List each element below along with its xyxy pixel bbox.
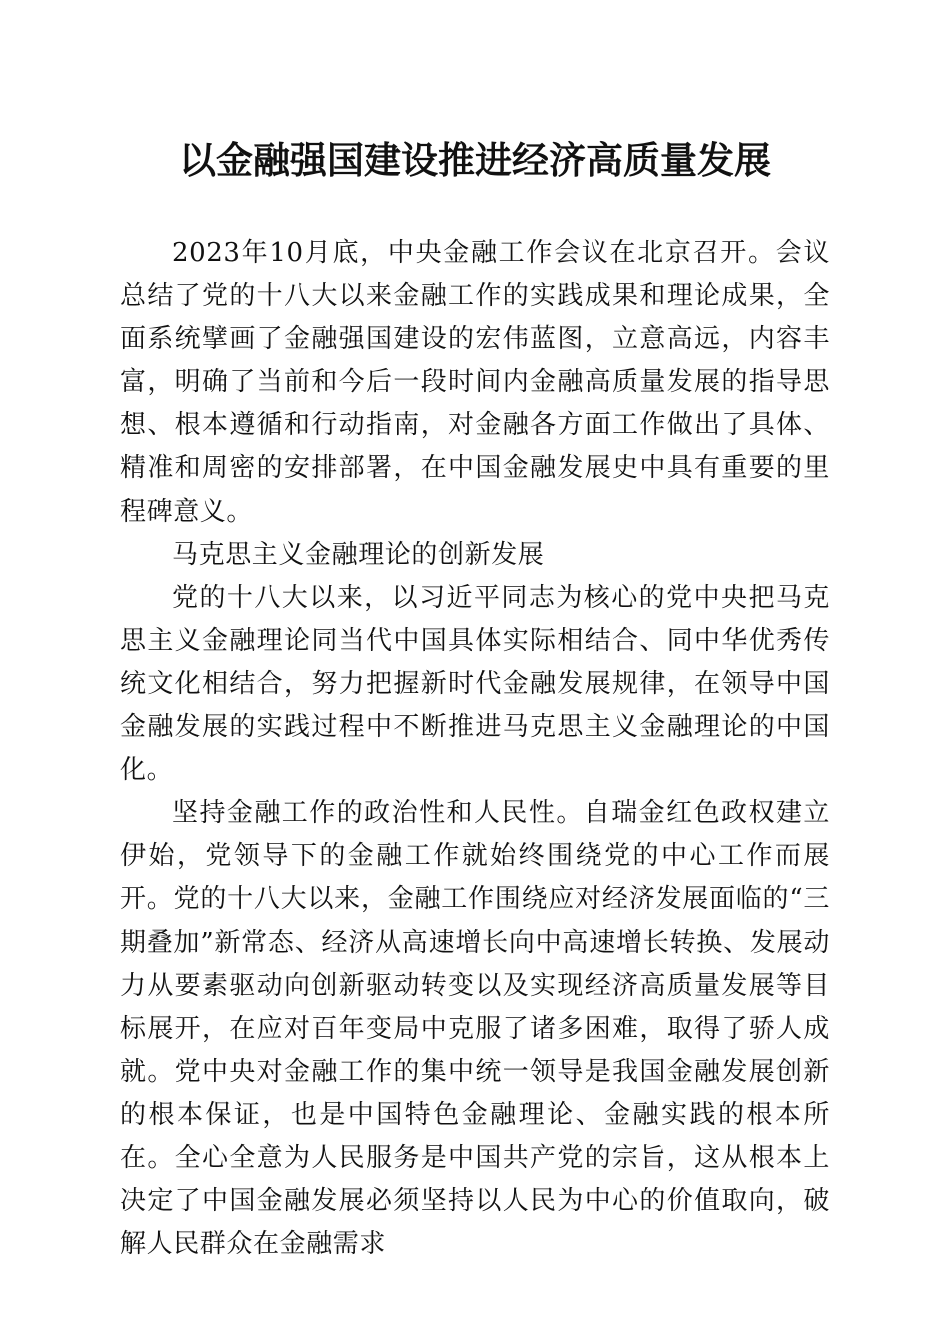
section-heading: 马克思主义金融理论的创新发展	[172, 539, 545, 570]
paragraph-intro: 2023年10月底，中央金融工作会议在北京召开。会议总结了党的十八大以来金融工作的实践成果和理论成果，全面系统擘画了金融强国建设的宏伟蓝图，立意高远，内容丰富，明确了当前和今后一段时间内金融高质量发展的指导思想、根本遵循和行动指南，对金融各方面工作做出了具体、精准和周密的安排部署，在中国金融发展史中具有重要的里程碑意义。	[120, 238, 830, 527]
paragraph-theory: 党的十八大以来，以习近平同志为核心的党中央把马克思主义金融理论同当代中国具体实际相结合、同中华优秀传统文化相结合，努力把握新时代金融发展规律，在领导中国金融发展的实践过程中不断推进马克思主义金融理论的中国化。	[120, 582, 830, 786]
paragraph-political-people: 坚持金融工作的政治性和人民性。自瑞金红色政权建立伊始，党领导下的金融工作就始终围绕党的中心工作而展开。党的十八大以来，金融工作围绕应对经济发展面临的“三期叠加”新常态、经济从高速增长向中高速增长转换、发展动力从要素驱动向创新驱动转变以及实现经济高质量发展等目标展开，在应对百年变局中克服了诸多困难，取得了骄人成就。党中央对金融工作的集中统一领导是我国金融发展创新的根本保证，也是中国特色金融理论、金融实践的根本所在。全心全意为人民服务是中国共产党的宗旨，这从根本上决定了中国金融发展必须坚持以人民为中心的价值取向，破解人民群众在金融需求	[120, 798, 830, 1260]
document-body	[120, 232, 830, 1266]
document-title: 以金融强国建设推进经济高质量发展	[179, 138, 771, 182]
